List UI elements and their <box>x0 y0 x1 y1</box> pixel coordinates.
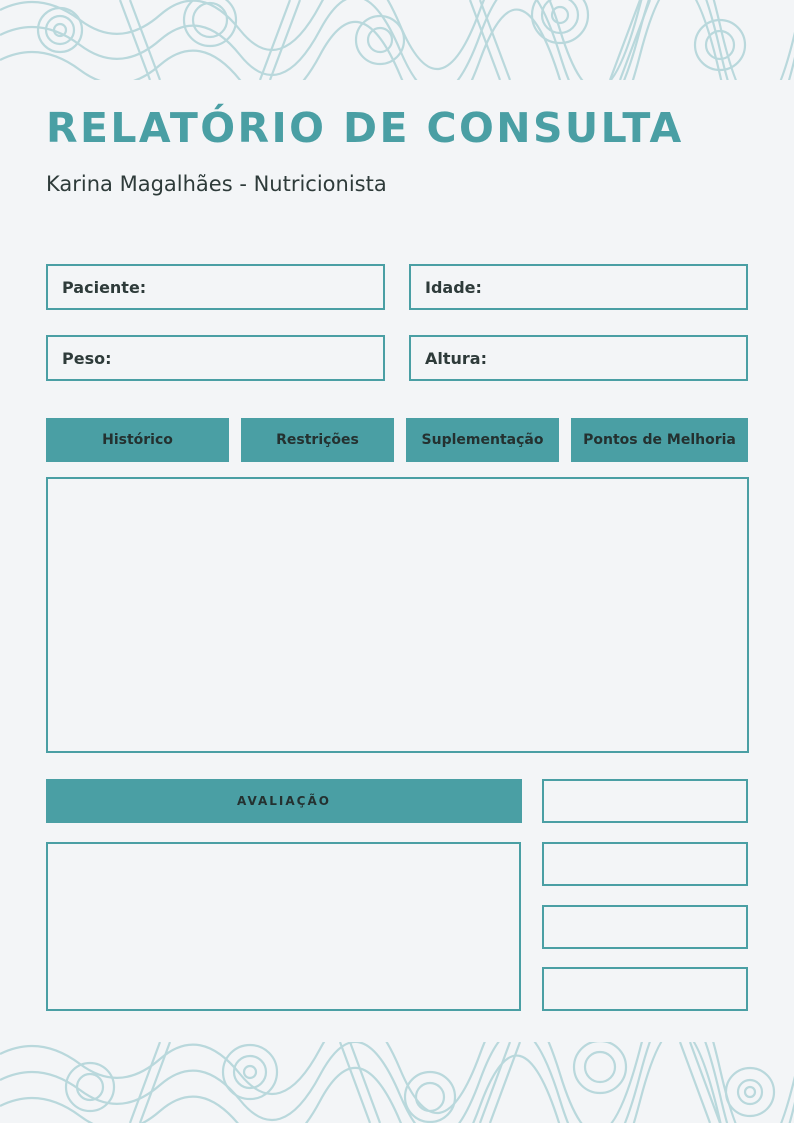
side-box-3[interactable] <box>542 905 748 949</box>
tab-restricoes[interactable]: Restrições <box>241 418 394 462</box>
tab-pontos-de-melhoria[interactable]: Pontos de Melhoria <box>571 418 748 462</box>
side-box-1[interactable] <box>542 779 748 823</box>
weight-label: Peso: <box>62 348 112 368</box>
patient-label: Paciente: <box>62 277 147 297</box>
tab-suplementacao[interactable]: Suplementação <box>406 418 559 462</box>
decorative-pattern-top <box>0 0 794 80</box>
decorative-pattern-bottom <box>0 1042 794 1123</box>
page-title: RELATÓRIO DE CONSULTA <box>46 104 684 152</box>
weight-field[interactable] <box>46 335 385 381</box>
age-label: Idade: <box>425 277 482 297</box>
evaluation-header: AVALIAÇÃO <box>46 779 522 823</box>
evaluation-area[interactable] <box>46 842 521 1011</box>
side-box-2[interactable] <box>542 842 748 886</box>
age-field[interactable] <box>409 264 748 310</box>
side-box-4[interactable] <box>542 967 748 1011</box>
page-subtitle: Karina Magalhães - Nutricionista <box>46 172 387 196</box>
height-field[interactable] <box>409 335 748 381</box>
height-label: Altura: <box>425 348 487 368</box>
tab-historico[interactable]: Histórico <box>46 418 229 462</box>
patient-field[interactable] <box>46 264 385 310</box>
notes-area[interactable] <box>46 477 749 753</box>
